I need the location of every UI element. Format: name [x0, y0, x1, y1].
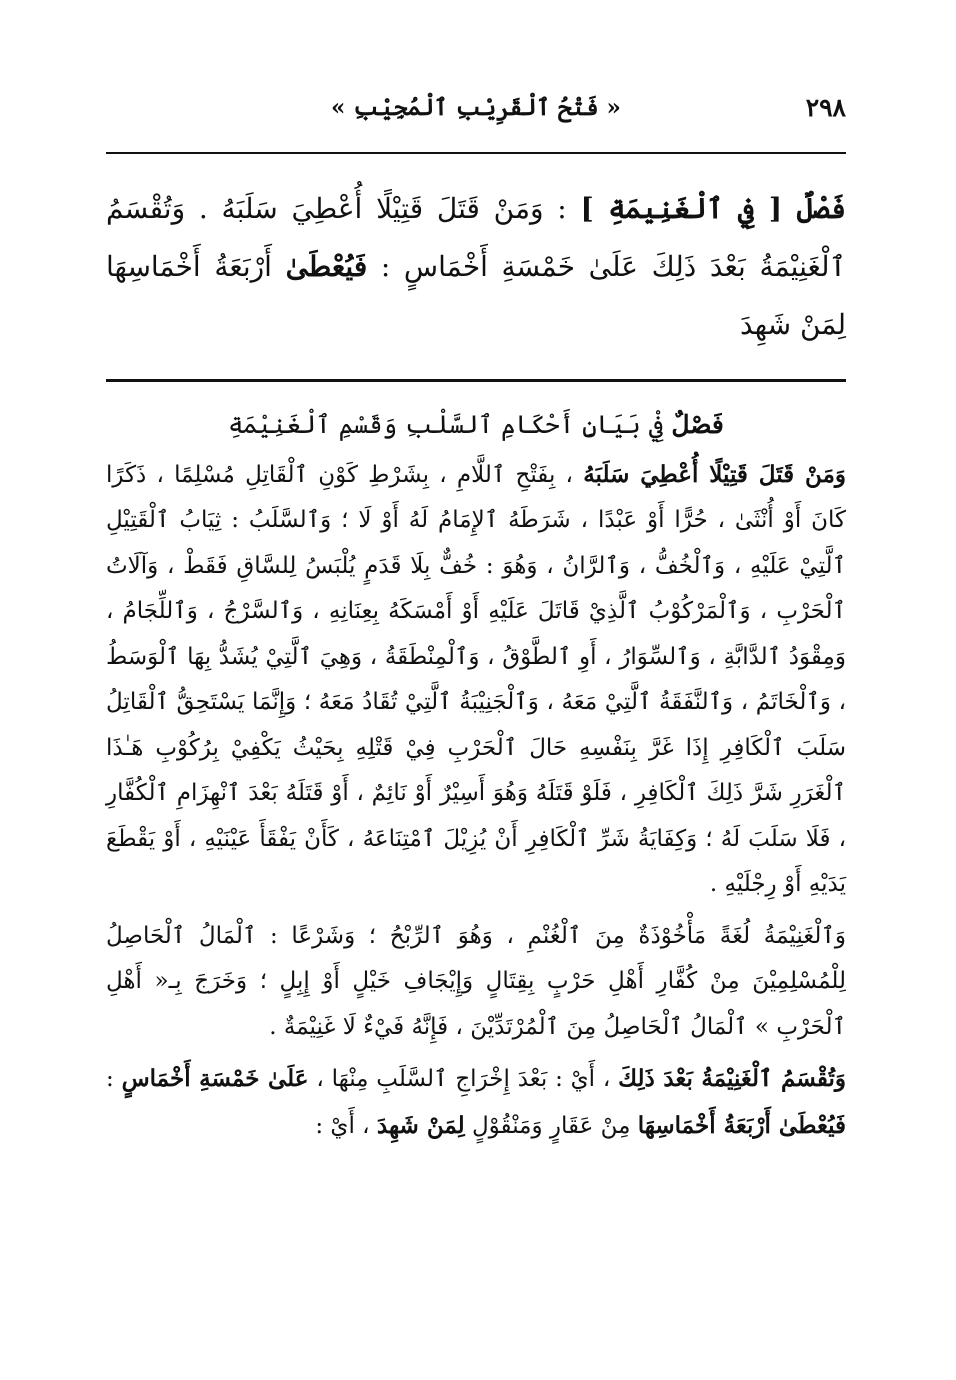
quoted-matn: عَلَىٰ خَمْسَةِ أَخْمَاسٍ — [121, 1065, 309, 1092]
matn-sharh-divider — [106, 379, 846, 382]
running-title: « فَتْحُ ٱلْقَرِيْبِ ٱلْمُجِيْبِ » — [331, 94, 621, 121]
section-heading-bold: فَصْلٌ — [671, 410, 724, 439]
paragraph-salab — [106, 452, 846, 908]
quoted-matn: وَمَنْ قَتَلَ قَتِيْلًا أُعْطِيَ سَلَبَهُ — [583, 460, 846, 488]
page-number: ٢٩٨ — [805, 93, 846, 122]
quoted-matn: لِمَنْ شَهِدَ — [376, 1111, 465, 1139]
sharh-commentary — [106, 402, 846, 1155]
paragraph-text: مِنْ عَقَارٍ وَمَنْقُوْلٍ — [464, 1112, 638, 1139]
section-heading — [106, 402, 846, 448]
matn-text: : وَمَنْ قَتَلَ قَتِيْلًا أُعْطِيَ سَلَبَهُ . وَتُقْسَمُ ٱلْغَنِيْمَةُ بَعْدَ ذَلِكَ عَلَىٰ خَمْسَةِ أَخْمَاسٍ : — [106, 192, 846, 283]
section-heading-text: فِيْ بَيَانِ أَحْكَامِ ٱلسَّلْبِ وَقَسْمِ ٱلْغَنِيْمَةِ — [228, 410, 672, 439]
quoted-matn: وَتُقْسَمُ ٱلْغَنِيْمَةُ بَعْدَ ذَلِكَ — [618, 1065, 846, 1092]
page-header — [106, 88, 846, 128]
matn-heading: فَصْلٌ [ فِي ٱلْغَنِيمَةِ ] — [580, 192, 846, 225]
paragraph-text: : — [106, 1066, 122, 1092]
paragraph-text: ، أَيْ : — [315, 1112, 377, 1139]
paragraph-division — [106, 1056, 846, 1149]
paragraph-text: ، بِفَتْحِ ٱللَّامِ ، بِشَرْطِ كَوْنِ ٱلْقَاتِلِ مُسْلِمًا ، ذَكَرًا كَانَ أَوْ أُنْثَىٰ ، حُرًّا أَوْ عَبْدًا ، شَرَطَهُ ٱلإِمَامُ لَهُ أَوْ لَا ؛ وَٱلسَّلَبُ : ثِيَابُ ٱلْقَتِيْلِ ٱلَّتِيْ عَلَيْهِ ، وَٱلْخُفُّ ، وَٱلرَّانُ ، وَهُوَ : خُفٌّ بِلَا قَدَمٍ يُلْبَسُ لِلسَّاقِ فَقَطْ ، وَآلَاتُ ٱلْحَرْبِ ، وَٱلْمَرْكُوْبُ ٱلَّذِيْ قَاتَلَ عَلَيْهِ أَوْ أَمْسَكَهُ بِعِنَانِهِ ، وَٱلسَّرْجُ ، وَٱللِّجَامُ ، وَمِقْوَدُ ٱلدَّابَّةِ ، وَٱلسِّوَارُ ، أَوِ ٱلطَّوْقُ ، وَٱلْمِنْطَقَةُ ، وَهِيَ ٱلَّتِيْ يُشَدُّ بِهَا ٱلْوَسَطُ ، وَٱلْخَاتَمُ ، وَٱلنَّفَقَةُ ٱلَّتِيْ مَعَهُ ، وَٱلْجَنِيْبَةُ ٱلَّتِيْ تُقَادُ مَعَهُ ؛ وَإِنَّمَا يَسْتَحِقُّ ٱلْقَاتِلُ سَلَبَ ٱلْكَافِرِ إِذَا غَرَّ بِنَفْسِهِ حَالَ ٱلْحَرْبِ فِيْ قَتْلِهِ بِحَيْثُ يَكْفِيْ بِرُكُوْبِ هَـٰذَا ٱلْغَرَرِ شَرَّ ذَلِكَ ٱلْكَافِرِ ، فَلَوْ قَتَلَهُ وَهُوَ أَسِيْرٌ أَوْ نَائِمٌ ، أَوْ قَتَلَهُ بَعْدَ ٱنْهِزَامِ ٱلْكُفَّارِ ، فَلَا سَلَبَ لَهُ ؛ وَكِفَايَةُ شَرِّ ٱلْكَافِرِ أَنْ يُزِيْلَ ٱمْتِنَاعَهُ ، كَأَنْ يَفْقَأَ عَيْنَيْهِ ، أَوْ يَقْطَعَ يَدَيْهِ أَوْ رِجْلَيْهِ . — [106, 461, 846, 897]
matn-text-end: أَرْبَعَةُ أَخْمَاسِهَا لِمَنْ شَهِدَ — [106, 250, 846, 341]
paragraph-text: وَٱلْغَنِيْمَةُ لُغَةً مَأْخُوْذَةٌ مِنَ ٱلْغُنْمِ ، وَهُوَ ٱلرِّبْحُ ؛ وَشَرْعًا : ٱلْمَالُ ٱلْحَاصِلُ لِلْمُسْلِمِيْنَ مِنْ كُفَّارِ أَهْلِ حَرْبٍ بِقِتَالٍ وَإِيْجَافِ خَيْلٍ أَوْ إِبِلٍ ؛ وَخَرَجَ بِـ« أَهْلِ ٱلْحَرْبِ » ٱلْمَالُ ٱلْحَاصِلُ مِنَ ٱلْمُرْتَدِّيْنَ ، فَإِنَّهُ فَيْءٌ لَا غَنِيْمَةٌ . — [106, 922, 846, 1040]
matn-text-block — [106, 180, 846, 354]
quoted-matn: فَيُعْطَىٰ أَرْبَعَةُ أَخْمَاسِهَا — [637, 1111, 846, 1139]
paragraph-text: ، أَيْ : بَعْدَ إِخْرَاجِ ٱلسَّلَبِ مِنْهَا ، — [308, 1066, 619, 1092]
header-divider — [106, 152, 846, 154]
matn-bold-phrase: فَيُعْطَىٰ — [285, 250, 368, 283]
paragraph-ghanima-definition — [106, 914, 846, 1051]
